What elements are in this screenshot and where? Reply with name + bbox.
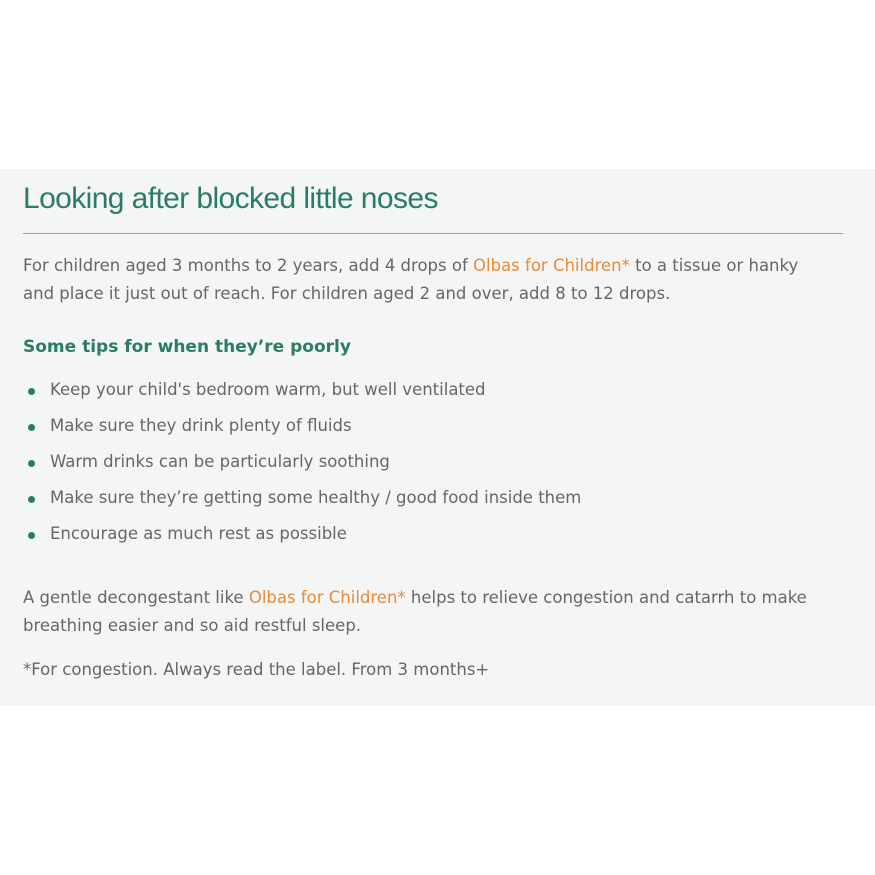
tip-text: Make sure they’re getting some healthy / good food inside them [50,488,582,507]
bullet-dot-icon [28,388,35,395]
bullet-dot-icon [28,424,35,431]
bullet-dot-icon [28,532,35,539]
tip-item [23,520,581,556]
outro-text-after: helps to relieve congestion and catarrh to make breathing easier and so aid restful sleep. [23,588,807,635]
bullet-dot-icon [28,460,35,467]
footnote: *For congestion. Always read the label. From 3 months+ [23,660,490,679]
tip-item [23,448,581,484]
tip-item [23,412,581,448]
tip-item [23,484,581,520]
page-title: Looking after blocked little noses [23,182,438,215]
tips-list [23,376,581,556]
tip-text: Encourage as much rest as possible [50,524,347,543]
tip-text: Keep your child's bedroom warm, but well ventilated [50,380,486,399]
outro-brand-link[interactable]: Olbas for Children* [248,588,406,607]
tips-heading: Some tips for when they’re poorly [23,337,351,357]
intro-brand-link[interactable]: Olbas for Children* [473,256,630,275]
intro-text-before: For children aged 3 months to 2 years, add 4 drops of [23,256,474,275]
tip-item [23,376,581,412]
title-divider [23,233,843,234]
tip-text: Warm drinks can be particularly soothing [50,452,390,471]
tip-text: Make sure they drink plenty of fluids [50,416,352,435]
outro-text-before: A gentle decongestant like [23,588,249,607]
outro-paragraph [23,584,823,639]
intro-text-after: to a tissue or hanky and place it just out of reach. For children aged 2 and over, add 8 to 12 drops. [23,256,799,303]
intro-paragraph [23,252,823,307]
bullet-dot-icon [28,496,35,503]
